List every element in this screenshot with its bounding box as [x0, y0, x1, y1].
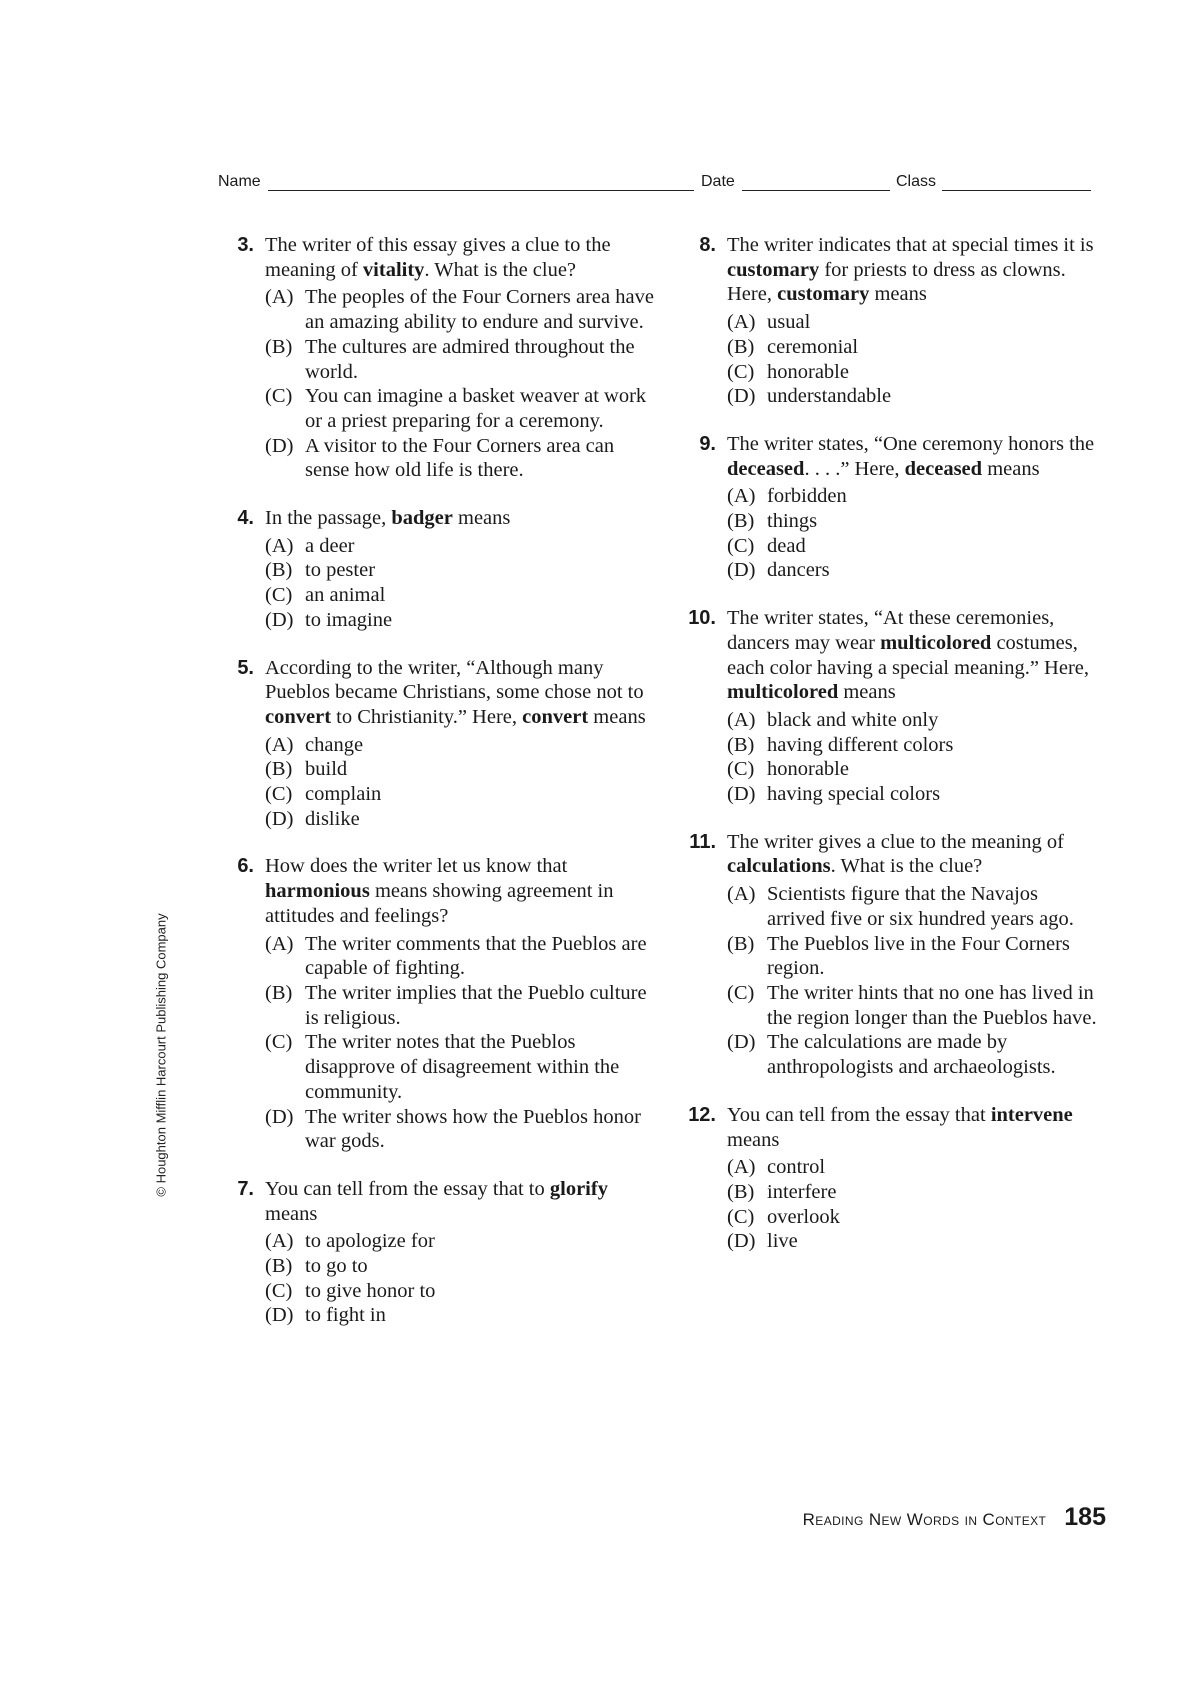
option-letter: (A)	[265, 1230, 294, 1253]
stem-text: . What is the clue?	[830, 855, 983, 878]
stem-text: means	[727, 1128, 780, 1151]
option-text: ceremonial	[767, 335, 859, 358]
stem-text: How does the writer let us know that	[265, 855, 568, 878]
option-text: an animal	[305, 584, 386, 607]
answer-option	[265, 1254, 658, 1279]
question-stem	[265, 506, 658, 531]
stem-text: According to the writer, “Although many Pueblos became Christians, some chose not to	[265, 656, 644, 704]
option-text: dislike	[305, 807, 360, 830]
answer-option	[265, 1229, 658, 1254]
option-letter: (A)	[727, 311, 756, 334]
option-text: The writer shows how the Pueblos honor war gods.	[305, 1105, 641, 1153]
answer-option	[265, 434, 658, 483]
class-line	[942, 190, 1091, 191]
question-stem	[265, 854, 658, 928]
option-text: Scientists figure that the Navajos arrived five or six hundred years ago.	[767, 883, 1074, 930]
answer-option	[265, 1303, 658, 1328]
question-number: 9.	[699, 432, 716, 455]
option-text: The writer comments that the Pueblos are capable of fighting.	[305, 932, 647, 980]
answer-option	[727, 757, 1100, 782]
option-letter: (B)	[265, 335, 293, 358]
answer-option	[727, 509, 1100, 534]
vocabulary-word: intervene	[990, 1103, 1073, 1126]
footer-section-title: Reading New Words in Context	[802, 1510, 1047, 1529]
option-letter: (C)	[265, 1279, 293, 1302]
option-text: You can imagine a basket weaver at work or a priest preparing for a ceremony.	[305, 385, 647, 432]
option-letter: (D)	[265, 1304, 294, 1327]
question-stem	[727, 1103, 1100, 1152]
question-stem	[727, 606, 1100, 705]
option-text: live	[767, 1230, 798, 1253]
question	[218, 854, 658, 1153]
answer-option	[727, 384, 1100, 409]
option-letter: (B)	[265, 559, 293, 582]
option-letter: (A)	[727, 708, 756, 731]
option-letter: (B)	[265, 1255, 293, 1278]
stem-text: In the passage,	[265, 507, 392, 530]
answer-option	[727, 558, 1100, 583]
option-text: to give honor to	[305, 1279, 436, 1302]
question-stem	[727, 432, 1100, 481]
question-number: 5.	[237, 656, 254, 679]
vocabulary-word: multicolored	[880, 631, 992, 654]
answer-option	[265, 1030, 658, 1104]
stem-text: means	[265, 1202, 318, 1225]
option-text: honorable	[767, 758, 849, 781]
name-label: Name	[218, 173, 261, 190]
vocabulary-word: customary	[727, 258, 820, 281]
class-label: Class	[896, 173, 937, 190]
vocabulary-word: deceased	[904, 457, 983, 480]
stem-text: means	[452, 507, 511, 530]
stem-text: You can tell from the essay that	[727, 1103, 991, 1126]
vocabulary-word: convert	[265, 705, 332, 728]
option-letter: (A)	[265, 534, 294, 557]
option-text: dancers	[767, 559, 830, 582]
answer-options	[727, 310, 1100, 409]
question-number: 7.	[237, 1177, 254, 1200]
option-letter: (A)	[265, 932, 294, 955]
option-text: a deer	[305, 534, 355, 557]
question	[680, 830, 1100, 1080]
option-text: The calculations are made by anthropologists and archaeologists.	[767, 1031, 1056, 1079]
question-number: 11.	[689, 830, 716, 853]
question-number: 3.	[237, 234, 254, 256]
question-stem	[265, 233, 658, 282]
answer-options	[265, 1229, 658, 1328]
answer-option	[727, 360, 1100, 385]
option-letter: (D)	[727, 783, 756, 806]
stem-text: . . . .” Here,	[804, 457, 905, 480]
option-letter: (C)	[727, 758, 755, 781]
option-letter: (C)	[265, 584, 293, 607]
answer-option	[265, 807, 658, 832]
student-info-header	[218, 172, 1096, 194]
option-text: having different colors	[767, 733, 954, 756]
option-text: A visitor to the Four Corners area can sense how old life is there.	[305, 434, 615, 482]
option-letter: (D)	[727, 1230, 756, 1253]
question-number: 12.	[688, 1103, 716, 1126]
question-number: 6.	[237, 855, 254, 878]
option-letter: (C)	[727, 360, 755, 383]
answer-option	[727, 484, 1100, 509]
answer-options	[265, 733, 658, 832]
option-text: build	[305, 758, 348, 781]
answer-option	[727, 708, 1100, 733]
option-letter: (D)	[265, 807, 294, 830]
option-letter: (D)	[265, 608, 294, 631]
vocabulary-word: vitality	[362, 258, 425, 281]
vocabulary-word: calculations	[727, 855, 831, 878]
stem-text: to Christianity.” Here,	[331, 705, 523, 728]
stem-text: means	[869, 283, 927, 306]
stem-text: means	[982, 457, 1040, 480]
option-letter: (B)	[727, 1180, 755, 1203]
question	[218, 506, 658, 633]
vocabulary-word: harmonious	[265, 880, 370, 903]
option-text: The writer hints that no one has lived in the region longer than the Pueblos have.	[767, 981, 1097, 1029]
option-text: forbidden	[767, 485, 847, 508]
page-number: 185	[1064, 1503, 1106, 1531]
date-line	[742, 190, 890, 191]
stem-text: means showing agreement in attitudes and feelings?	[265, 880, 614, 927]
option-text: The cultures are admired throughout the world.	[305, 335, 635, 383]
answer-options	[727, 484, 1100, 583]
answer-options	[727, 708, 1100, 807]
option-letter: (C)	[265, 783, 293, 806]
question-stem	[727, 233, 1100, 307]
stem-text: The writer indicates that at special times it is	[727, 234, 1094, 256]
answer-option	[727, 1229, 1100, 1254]
option-letter: (D)	[727, 559, 756, 582]
vocabulary-word: badger	[391, 507, 453, 530]
stem-text: The writer gives a clue to the meaning of	[727, 830, 1064, 853]
option-letter: (D)	[265, 1105, 294, 1128]
vocabulary-word: convert	[522, 705, 589, 728]
vocabulary-word: glorify	[549, 1177, 608, 1200]
answer-option	[265, 1279, 658, 1304]
answer-option	[727, 1180, 1100, 1205]
question-stem	[265, 1177, 658, 1226]
stem-text: The writer states, “At these ceremonies, dancers may wear	[727, 607, 1055, 654]
option-letter: (B)	[727, 510, 755, 533]
answer-option	[727, 1205, 1100, 1230]
answer-option	[265, 335, 658, 384]
option-text: honorable	[767, 360, 849, 383]
option-text: complain	[305, 783, 382, 806]
answer-option	[727, 335, 1100, 360]
answer-option	[265, 757, 658, 782]
option-text: usual	[767, 311, 811, 334]
stem-text: . What is the clue?	[424, 258, 577, 281]
option-text: The writer implies that the Pueblo culture is religious.	[305, 981, 647, 1029]
option-text: interfere	[767, 1180, 837, 1203]
option-text: The peoples of the Four Corners area have an amazing ability to endure and survive.	[305, 286, 654, 334]
stem-text: The writer of this essay gives a clue to the meaning of	[265, 234, 611, 281]
option-letter: (D)	[727, 385, 756, 408]
question	[218, 656, 658, 832]
answer-option	[265, 558, 658, 583]
left-question-column	[218, 233, 658, 1351]
option-text: having special colors	[767, 783, 941, 806]
answer-option	[265, 733, 658, 758]
option-letter: (A)	[265, 733, 294, 756]
option-letter: (A)	[265, 286, 294, 309]
option-text: to fight in	[305, 1304, 386, 1327]
answer-option	[265, 384, 658, 433]
name-line	[268, 190, 694, 191]
option-text: understandable	[767, 385, 892, 408]
option-letter: (B)	[265, 758, 293, 781]
question	[680, 1103, 1100, 1254]
answer-options	[727, 1155, 1100, 1254]
option-letter: (D)	[265, 434, 294, 457]
option-letter: (A)	[727, 883, 756, 906]
right-question-column	[680, 233, 1100, 1277]
page-footer	[803, 1503, 1106, 1532]
vocabulary-word: multicolored	[727, 681, 839, 704]
question	[680, 432, 1100, 583]
option-letter: (B)	[727, 932, 755, 955]
answer-option	[727, 932, 1100, 981]
answer-options	[265, 932, 658, 1154]
answer-option	[265, 534, 658, 559]
stem-text: costumes, each color having a special meaning.” Here,	[727, 631, 1089, 679]
stem-text: The writer states, “One ceremony honors the	[727, 432, 1095, 455]
answer-options	[727, 882, 1100, 1080]
question-number: 10.	[688, 607, 716, 630]
option-text: dead	[767, 534, 806, 557]
answer-option	[727, 782, 1100, 807]
option-text: to apologize for	[305, 1230, 435, 1253]
stem-text: means	[588, 705, 646, 728]
option-text: The writer notes that the Pueblos disapprove of disagreement within the community.	[305, 1031, 620, 1103]
option-letter: (A)	[727, 1156, 756, 1179]
question	[680, 606, 1100, 807]
option-letter: (C)	[727, 534, 755, 557]
answer-option	[727, 981, 1100, 1030]
answer-option	[265, 285, 658, 334]
answer-options	[265, 534, 658, 633]
option-text: to imagine	[305, 608, 393, 631]
answer-option	[727, 882, 1100, 931]
option-text: control	[767, 1156, 826, 1179]
question	[680, 233, 1100, 409]
option-letter: (C)	[265, 1031, 293, 1054]
option-text: to go to	[305, 1255, 368, 1278]
stem-text: means	[838, 681, 896, 704]
question-number: 4.	[237, 507, 254, 530]
answer-option	[265, 1105, 658, 1154]
date-label: Date	[701, 173, 735, 190]
answer-option	[727, 1155, 1100, 1180]
copyright-text: © Houghton Mifflin Harcourt Publishing Company	[153, 913, 169, 1197]
vocabulary-word: deceased	[727, 457, 805, 480]
option-letter: (B)	[727, 733, 755, 756]
option-letter: (C)	[265, 385, 293, 408]
option-text: The Pueblos live in the Four Corners region.	[767, 932, 1070, 980]
question	[218, 233, 658, 483]
answer-option	[265, 608, 658, 633]
option-letter: (A)	[727, 485, 756, 508]
question-number: 8.	[699, 234, 716, 256]
answer-option	[265, 583, 658, 608]
answer-option	[727, 534, 1100, 559]
option-letter: (B)	[265, 981, 293, 1004]
stem-text: for priests to dress as clowns. Here,	[727, 258, 1066, 306]
option-text: black and white only	[767, 708, 939, 731]
option-text: overlook	[767, 1205, 840, 1228]
stem-text: You can tell from the essay that to	[265, 1177, 550, 1200]
answer-option	[727, 1030, 1100, 1079]
option-letter: (C)	[727, 981, 755, 1004]
answer-option	[727, 310, 1100, 335]
option-letter: (C)	[727, 1205, 755, 1228]
question-stem	[265, 656, 658, 730]
question-stem	[727, 830, 1100, 879]
answer-option	[265, 782, 658, 807]
answer-option	[727, 733, 1100, 758]
answer-options	[265, 285, 658, 483]
option-letter: (D)	[727, 1031, 756, 1054]
answer-option	[265, 981, 658, 1030]
option-text: to pester	[305, 559, 376, 582]
question	[218, 1177, 658, 1328]
option-text: change	[305, 733, 364, 756]
option-text: things	[767, 510, 818, 533]
option-letter: (B)	[727, 335, 755, 358]
vocabulary-word: customary	[777, 283, 870, 306]
answer-option	[265, 932, 658, 981]
